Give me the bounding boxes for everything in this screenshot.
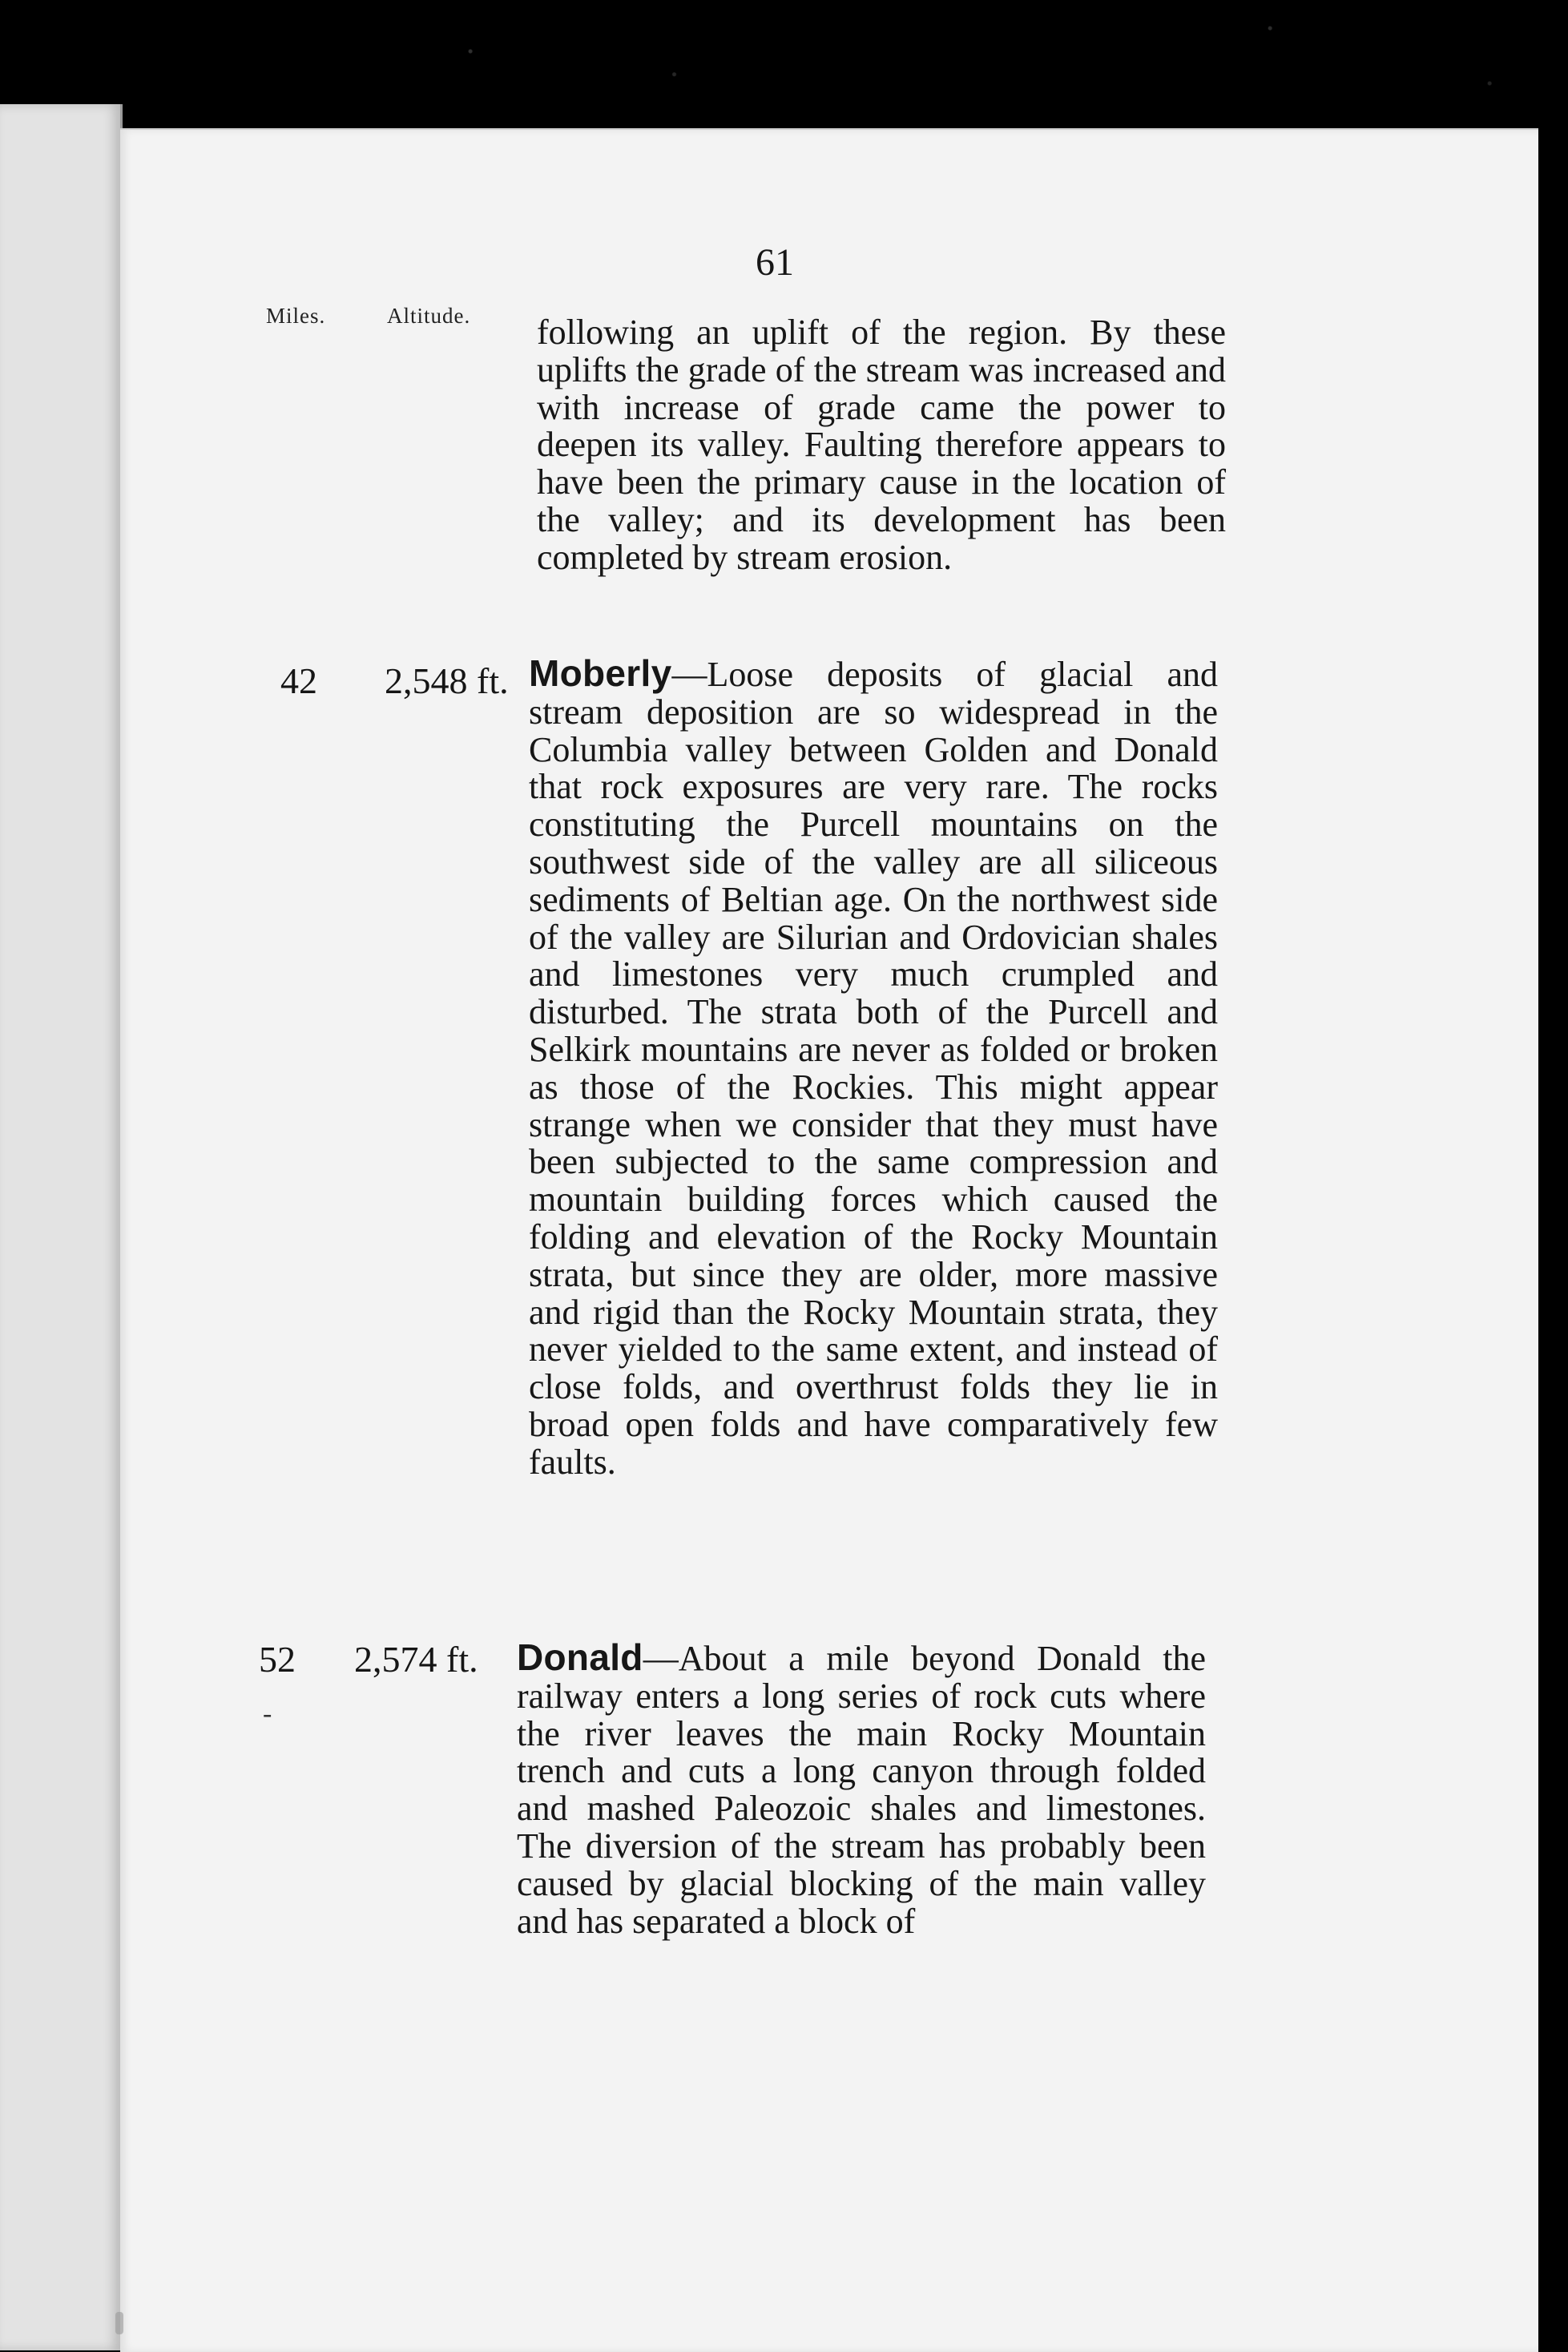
continuation-paragraph [537, 314, 1226, 577]
donald-title: Donald [517, 1636, 643, 1678]
altitude-column-header: Altitude. [387, 304, 471, 328]
donald-entry [517, 1636, 1206, 1941]
moberly-miles: 42 [280, 660, 317, 701]
bottom-scan-speck [115, 2312, 123, 2334]
continuation-text: following an uplift of the region. By these uplifts the grade of the stream was increased and with increase of grade came the power to deepen its valley. Faulting therefore appears to have been the primary cause in the location of the valley; and its development has been completed by stream erosion. [537, 313, 1226, 577]
donald-altitude: 2,574 ft. [354, 1639, 478, 1680]
moberly-altitude: 2,548 ft. [385, 660, 509, 701]
left-page-edge [0, 104, 123, 2350]
moberly-text: —Loose deposits of glacial and stream deposition are so widespread in the Columbia valley between Golden and Donald that rock exposures are very rare. The rocks constituting the Purcell mountains on the southwest side of the valley are all siliceous sediments of Beltian age. On the northwest side of the valley are Silurian and Ordovician shales and limestones very much crumpled and disturbed. The strata both of the Purcell and Selkirk mountains are never as folded or broken as those of the Rockies. This might appear strange when we consider that they must have been subjected to the same compression and mountain building forces which caused the folding and elevation of the Rocky Mountain strata, but since they are older, more massive and rigid than the Rocky Mountain strata, they never yielded to the same extent, and instead of close folds, and overthrust folds they lie in broad open folds and have comparatively few faults. [529, 655, 1218, 1482]
scan-specks [0, 0, 1568, 128]
moberly-title: Moberly [529, 652, 672, 694]
donald-text: —About a mile beyond Donald the railway enters a long series of rock cuts where the river leaves the main Rocky Mountain trench and cuts a long canyon through folded and mashed Paleozoic shales and limestones. The diversion of the stream has probably been caused by glacial blocking of the main valley and has separated a block of [517, 1639, 1206, 1941]
page-number: 61 [756, 241, 794, 284]
moberly-entry [529, 652, 1218, 1482]
donald-miles: 52 [259, 1639, 296, 1680]
miles-column-header: Miles. [266, 304, 326, 328]
margin-dash-mark: - [263, 1699, 272, 1729]
book-page [120, 128, 1538, 2352]
